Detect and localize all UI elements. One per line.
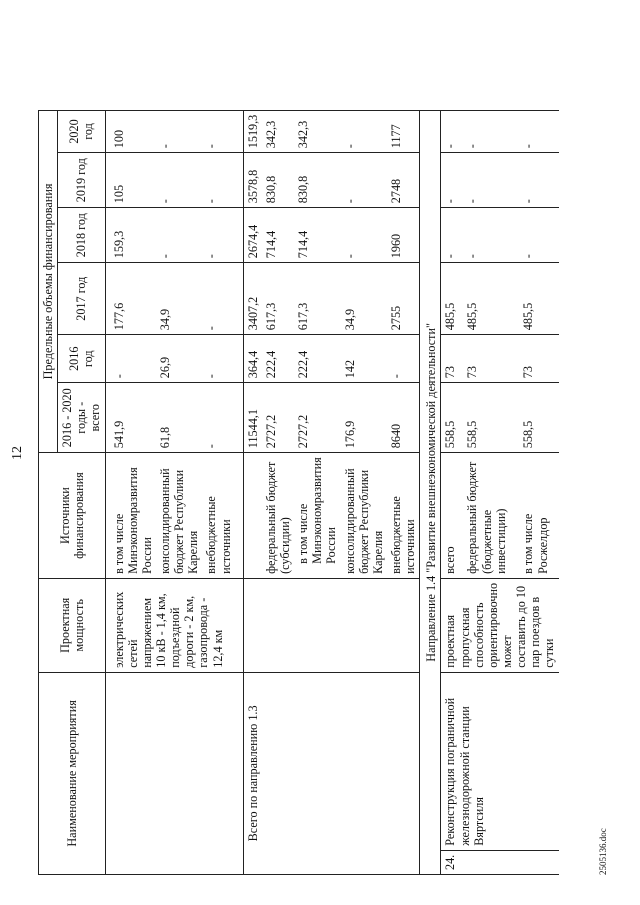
table-row: федеральный бюджет (бюджетные инвестиции) 558,5 73 485,5 - - - xyxy=(463,110,519,874)
document-reference: 2505136.doc xyxy=(598,828,608,875)
item-number: 24. xyxy=(441,850,559,874)
col-header-sources: Источники финансирования xyxy=(39,453,106,579)
item-name: Реконструкция пограничной железнодорожной станции Вяртсиля xyxy=(441,672,559,850)
table-row: внебюджетные источники - - - - - - xyxy=(202,110,243,874)
source-cell: федеральный бюджет (бюджетные инвестиции) xyxy=(463,453,519,579)
source-cell: внебюджетные источники xyxy=(202,453,243,579)
table-row: внебюджетные источники 8640 - 2755 1960 2748 1177 xyxy=(387,110,420,874)
col-header-capacity: Проектная мощность xyxy=(39,578,106,672)
capacity-cell: электрических сетей напряжением 10 кВ - 1,4 км, подъездной дороги - 2 км, газопровода - 12,4 км xyxy=(105,578,243,672)
table-row: в том числе Росжелдор 558,5 73 485,5 - - - xyxy=(519,110,558,874)
col-header-2019: 2019 год xyxy=(58,153,105,208)
col-header-limits: Предельные объемы финансирования xyxy=(39,110,58,453)
col-header-2016: 2016 год xyxy=(58,335,105,383)
source-cell: федеральный бюджет (субсидии) xyxy=(262,453,294,579)
col-header-2020: 2020 год xyxy=(58,110,105,153)
col-header-2017: 2017 год xyxy=(58,263,105,335)
total-direction-1-3: Всего по направлению 1.3 xyxy=(243,672,420,874)
direction-heading-row xyxy=(420,110,441,874)
source-cell: консолидированный бюджет Республики Карелия xyxy=(156,453,202,579)
source-cell: внебюджетные источники xyxy=(387,453,420,579)
table-row: 24. Реконструкция пограничной железнодорожной станции Вяртсиля проектная пропускная способность ориентировочно может составить до 10 пар поездов в сутки всего 558,5 73 485,5 - - - xyxy=(441,110,464,874)
direction-1-4-title: Направление 1.4 "Развитие внешнеэкономической деятельности" xyxy=(420,110,441,874)
table-row: электрических сетей напряжением 10 кВ - 1,4 км, подъездной дороги - 2 км, газопровода - 12,4 км в том числе Минэкономразвития России 541,9 - 177,6 159,3 105 100 xyxy=(105,110,156,874)
table-row: в том числе Минэкономразвития России 2727,2 222,4 617,3 714,4 830,8 342,3 xyxy=(294,110,340,874)
col-header-name: Наименование мероприятия xyxy=(39,672,106,874)
source-cell: всего xyxy=(441,453,464,579)
source-cell: в том числе Росжелдор xyxy=(519,453,558,579)
source-cell: в том числе Минэкономразвития России xyxy=(294,453,340,579)
source-cell: консолидированный бюджет Республики Карелия xyxy=(341,453,387,579)
col-header-total: 2016 - 2020 годы - всего xyxy=(58,383,105,453)
financing-table xyxy=(38,110,559,875)
table-row: Всего по направлению 1.3 11544,1 364,4 3407,2 2674,4 3578,8 1519,3 xyxy=(243,110,262,874)
table-row: консолидированный бюджет Республики Карелия 61,8 26,9 34,9 - - - xyxy=(156,110,202,874)
page-number: 12 xyxy=(10,446,25,460)
table-row: федеральный бюджет (субсидии) 2727,2 222,4 617,3 714,4 830,8 342,3 xyxy=(262,110,294,874)
source-cell: в том числе Минэкономразвития России xyxy=(105,453,156,579)
table-row: консолидированный бюджет Республики Карелия 176,9 142 34,9 - - - xyxy=(341,110,387,874)
capacity-cell: проектная пропускная способность ориентировочно может составить до 10 пар поездов в сутки xyxy=(441,578,559,672)
col-header-2018: 2018 год xyxy=(58,208,105,263)
